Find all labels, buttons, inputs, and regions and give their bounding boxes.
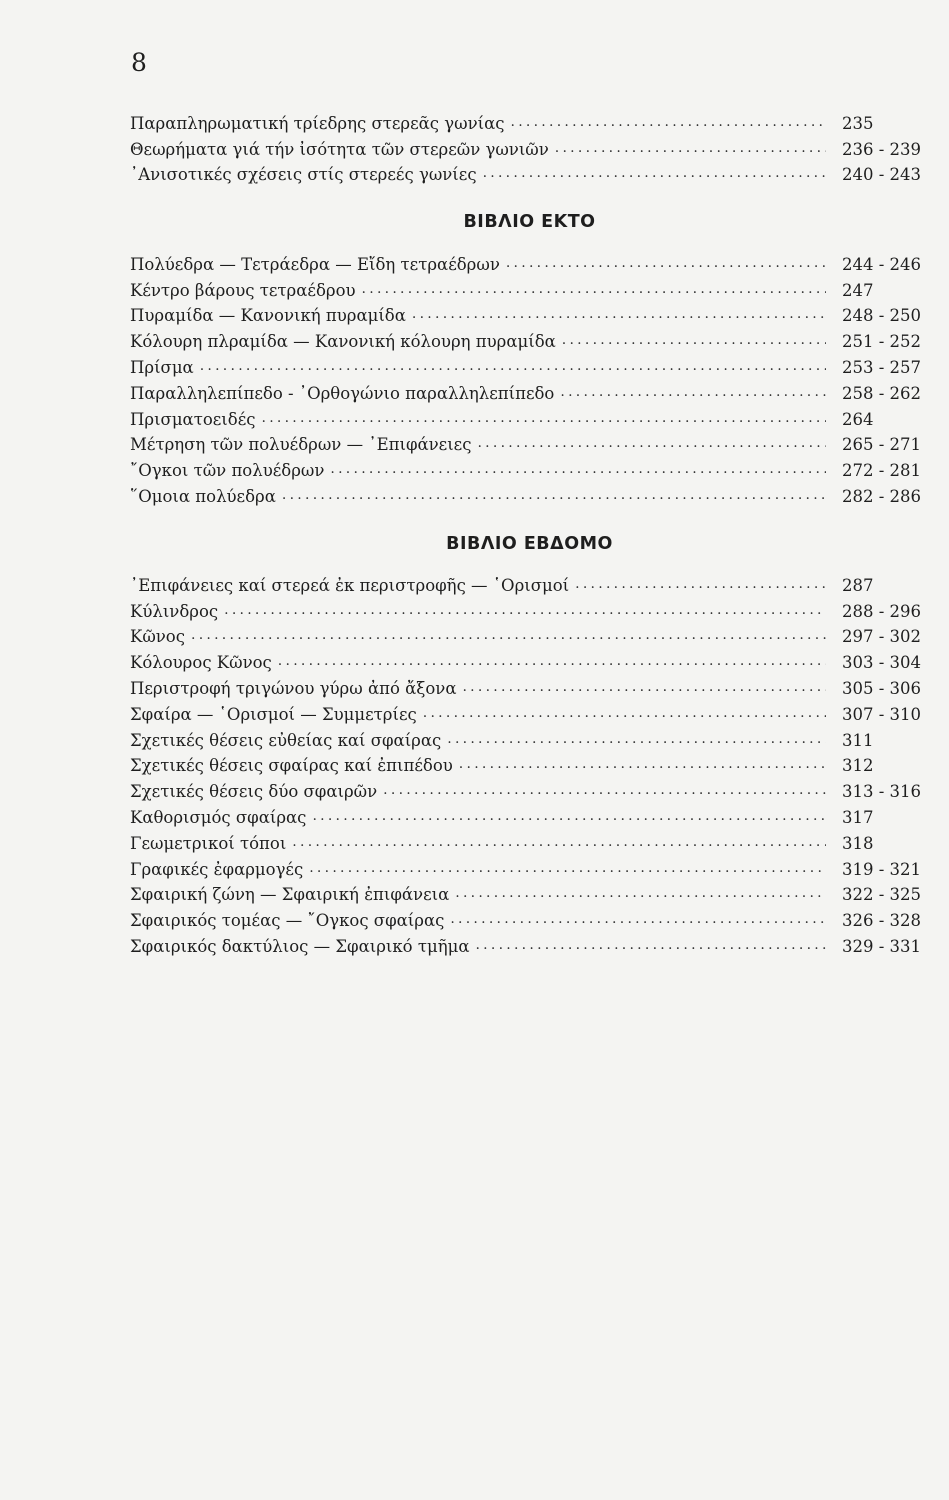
toc-entry [130, 352, 930, 378]
toc-entry-pages: 287 [842, 575, 874, 595]
toc-entry-title: Σχετικές θέσεις εὐθείας καί σφαίρας [130, 730, 442, 750]
toc-entry [130, 622, 930, 648]
toc-entry-title: Κῶνος [130, 627, 185, 647]
toc-dot-leader [447, 729, 826, 749]
toc-dot-leader [262, 408, 827, 428]
toc-book-six-list [130, 249, 930, 507]
toc-entry [130, 931, 930, 957]
toc-dot-leader [312, 806, 826, 826]
toc-entry [130, 301, 930, 327]
toc-dot-leader [506, 253, 826, 273]
toc-entry-pages: 329 - 331 [842, 936, 922, 956]
toc-dot-leader [483, 163, 826, 183]
toc-dot-leader [278, 651, 826, 671]
toc-entry [130, 455, 930, 481]
toc-dot-leader [477, 433, 826, 453]
toc-entry-pages: 247 [842, 280, 874, 300]
toc-entry-title: Πρισματοειδές [130, 409, 256, 429]
toc-entry-title: Γεωμετρικοί τόποι [130, 833, 287, 853]
toc-dot-leader [462, 677, 826, 697]
toc-dot-leader [475, 935, 826, 955]
toc-entry [130, 249, 930, 275]
toc-entry-pages: 235 [842, 113, 874, 133]
toc-entry-title: ᾿Επιφάνειες καί στερεά ἐκ περιστροφῆς — ῾Ορισμοί [130, 575, 570, 595]
section-heading-book-seven: ΒΙΒΛΙΟ ΕΒΔΟΜΟ [446, 534, 613, 554]
toc-entry [130, 751, 930, 777]
toc-entry-pages: 307 - 310 [842, 704, 922, 724]
toc-dot-leader [191, 625, 826, 645]
toc-dot-leader [450, 909, 826, 929]
toc-entry-pages: 288 - 296 [842, 601, 922, 621]
toc-dot-leader [455, 883, 826, 903]
toc-entry-pages: 322 - 325 [842, 885, 922, 905]
toc-dot-leader [383, 780, 826, 800]
toc-dot-leader [362, 279, 826, 299]
toc-entry-pages: 313 - 316 [842, 782, 922, 802]
toc-entry-title: Κέντρο βάρους τετραέδρου [130, 280, 356, 300]
toc-entry-pages: 318 [842, 833, 874, 853]
toc-entry [130, 134, 930, 160]
toc-entry-title: Σφαιρικός τομέας — ῎Ογκος σφαίρας [130, 911, 445, 931]
toc-entry [130, 596, 930, 622]
toc-entry-pages: 258 - 262 [842, 383, 922, 403]
toc-entry [130, 570, 930, 596]
toc-entry-pages: 244 - 246 [842, 254, 922, 274]
toc-entry-pages: 303 - 304 [842, 653, 922, 673]
toc-entry-title: Περιστροφή τριγώνου γύρω ἀπό ἄξονα [130, 678, 457, 698]
toc-entry [130, 647, 930, 673]
toc-intro-list [130, 108, 930, 185]
toc-entry [130, 673, 930, 699]
toc-entry-title: Παραλληλεπίπεδο - ᾿Ορθογώνιο παραλληλεπίπεδο [130, 383, 555, 403]
toc-entry-pages: 297 - 302 [842, 627, 922, 647]
toc-dot-leader [412, 304, 826, 324]
toc-entry-pages: 251 - 252 [842, 332, 922, 352]
toc-entry [130, 160, 930, 186]
toc-entry [130, 378, 930, 404]
section-heading-book-six: ΒΙΒΛΙΟ ΕΚΤΟ [463, 212, 596, 232]
toc-dot-leader [562, 330, 826, 350]
toc-dot-leader [224, 600, 826, 620]
toc-dot-leader [282, 485, 826, 505]
toc-entry-title: Σφαιρικός δακτύλιος — Σφαιρικό τμῆμα [130, 936, 470, 956]
toc-entry-pages: 319 - 321 [842, 859, 922, 879]
toc-dot-leader [575, 574, 826, 594]
toc-entry-title: Πολύεδρα — Τετράεδρα — Εἴδη τετραέδρων [130, 254, 500, 274]
toc-entry-pages: 311 [842, 730, 874, 750]
toc-entry-title: Θεωρήματα γιά τήν ἰσότητα τῶν στερεῶν γωνιῶν [130, 139, 549, 159]
toc-entry [130, 430, 930, 456]
page-number: 8 [131, 48, 147, 77]
toc-entry [130, 880, 930, 906]
toc-entry-pages: 264 [842, 409, 874, 429]
toc-entry-title: Σφαιρική ζώνη — Σφαιρική ἐπιφάνεια [130, 885, 450, 905]
toc-entry-title: Κόλουρος Κῶνος [130, 653, 272, 673]
toc-entry-title: Σχετικές θέσεις δύο σφαιρῶν [130, 782, 378, 802]
toc-entry-pages: 240 - 243 [842, 165, 922, 185]
toc-entry-pages: 317 [842, 807, 874, 827]
toc-dot-leader [511, 112, 827, 132]
toc-entry-pages: 236 - 239 [842, 139, 922, 159]
toc-entry-title: Γραφικές ἐφαρμογές [130, 859, 304, 879]
toc-entry-pages: 305 - 306 [842, 678, 922, 698]
toc-entry-title: Κύλινδρος [130, 601, 219, 621]
toc-entry-title: Κόλουρη πλραμίδα — Κανονική κόλουρη πυραμίδα [130, 332, 556, 352]
toc-entry-title: Σχετικές θέσεις σφαίρας καί ἐπιπέδου [130, 756, 453, 776]
toc-entry [130, 776, 930, 802]
toc-dot-leader [292, 832, 826, 852]
toc-entry-title: ῞Ομοια πολύεδρα [130, 486, 276, 506]
toc-entry [130, 108, 930, 134]
toc-entry-title: Πυραμίδα — Κανονική πυραμίδα [130, 306, 406, 326]
toc-entry [130, 481, 930, 507]
toc-entry-pages: 272 - 281 [842, 461, 922, 481]
toc-entry-pages: 312 [842, 756, 874, 776]
toc-dot-leader [200, 356, 826, 376]
toc-entry-pages: 248 - 250 [842, 306, 922, 326]
toc-entry-title: ῎Ογκοι τῶν πολυέδρων [130, 461, 325, 481]
toc-entry-pages: 326 - 328 [842, 911, 922, 931]
toc-entry [130, 404, 930, 430]
toc-entry [130, 802, 930, 828]
toc-entry-pages: 282 - 286 [842, 486, 922, 506]
toc-entry-pages: 265 - 271 [842, 435, 922, 455]
toc-entry [130, 828, 930, 854]
toc-entry-title: Μέτρηση τῶν πολυέδρων — ᾿Επιφάνειες [130, 435, 472, 455]
toc-dot-leader [330, 459, 826, 479]
toc-dot-leader [423, 703, 826, 723]
toc-entry-title: Σφαίρα — ῾Ορισμοί — Συμμετρίες [130, 704, 417, 724]
toc-entry-title: ᾿Ανισοτικές σχέσεις στίς στερεές γωνίες [130, 165, 477, 185]
toc-dot-leader [555, 138, 826, 158]
toc-entry [130, 854, 930, 880]
toc-dot-leader [459, 754, 826, 774]
toc-entry [130, 326, 930, 352]
toc-dot-leader [309, 858, 826, 878]
toc-entry-title: Καθορισμός σφαίρας [130, 807, 307, 827]
toc-entry-pages: 253 - 257 [842, 357, 922, 377]
toc-book-seven-list [130, 570, 930, 957]
toc-entry [130, 699, 930, 725]
toc-entry [130, 275, 930, 301]
toc-entry-title: Παραπληρωματική τρίεδρης στερεᾶς γωνίας [130, 113, 505, 133]
toc-entry [130, 725, 930, 751]
toc-entry [130, 905, 930, 931]
toc-entry-title: Πρίσμα [130, 357, 194, 377]
toc-dot-leader [560, 382, 826, 402]
